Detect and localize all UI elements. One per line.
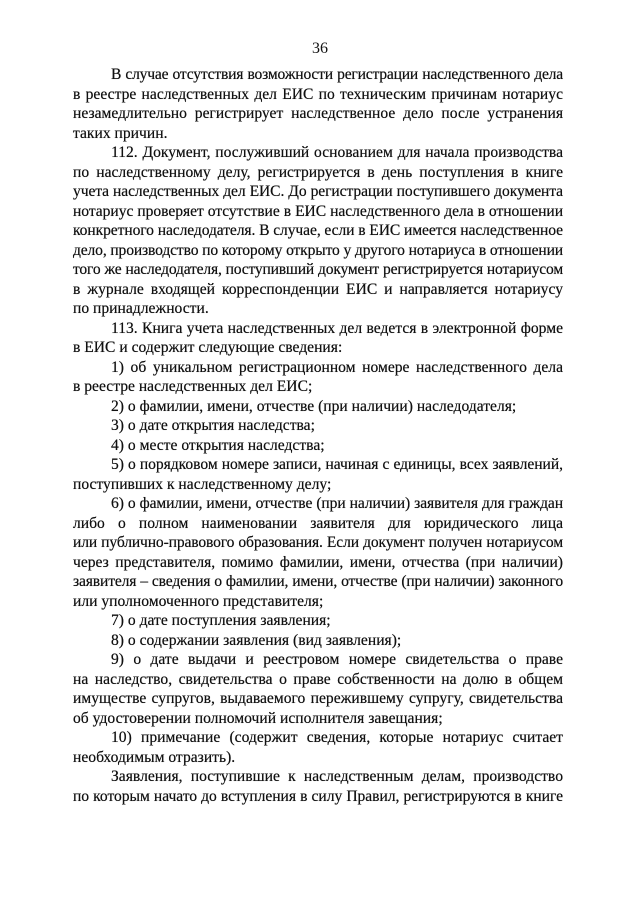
- text-line: того же наследодателя, поступивший документ регистрируется нотариусом: [73, 261, 563, 278]
- text-line: 1) об уникальном регистрационном номере наследственного дела: [111, 358, 563, 376]
- paragraph: [73, 494, 563, 611]
- paragraph: [73, 767, 563, 806]
- text-line: по наследственному делу, регистрируется в день поступления в книге: [73, 163, 563, 181]
- text-line: таких причин.: [73, 124, 168, 142]
- text-line: 9) о дате выдачи и реестровом номере свидетельства о праве: [111, 651, 563, 668]
- paragraph: [73, 631, 563, 651]
- paragraph: [73, 319, 563, 358]
- text-line: 2) о фамилии, имени, отчестве (при наличии) наследодателя;: [111, 397, 517, 415]
- text-line: 8) о содержании заявления (вид заявления);: [111, 631, 402, 649]
- paragraph: [73, 728, 563, 767]
- document-body: [73, 65, 563, 806]
- text-line: 113. Книга учета наследственных дел ведется в электронной форме: [111, 319, 563, 337]
- text-line: об удостоверении полномочий исполнителя завещания;: [73, 709, 443, 727]
- text-line: незамедлительно регистрирует наследственное дело после устранения: [73, 105, 563, 122]
- text-line: на наследство, свидетельства о праве собственности на долю в общем: [73, 670, 563, 688]
- paragraph: [73, 397, 563, 417]
- text-line: нотариус проверяет отсутствие в ЕИС наследственного дела в отношении: [73, 202, 563, 220]
- text-line: В случае отсутствия возможности регистрации наследственного дела: [111, 66, 563, 83]
- paragraph: [73, 416, 563, 436]
- paragraph: [73, 358, 563, 397]
- text-line: в ЕИС и содержит следующие сведения:: [73, 339, 343, 356]
- text-line: в журнале входящей корреспонденции ЕИС и направляется нотариусу: [73, 280, 563, 298]
- text-line: в реестре наследственных дел ЕИС по техническим причинам нотариус: [73, 85, 563, 103]
- paragraph: [73, 65, 563, 143]
- text-line: конкретного наследодателя. В случае, если в ЕИС имеется наследственное: [73, 222, 563, 239]
- text-line: 10) примечание (содержит сведения, которые нотариус считает: [111, 729, 563, 746]
- text-line: 6) о фамилии, имени, отчестве (при наличии) заявителя для граждан: [111, 495, 563, 512]
- text-line: 4) о месте открытия наследства;: [111, 436, 325, 454]
- text-line: или публично-правового образования. Если документ получен нотариусом: [73, 534, 563, 551]
- paragraph: [73, 611, 563, 631]
- text-line: необходимым отразить).: [73, 748, 236, 766]
- text-line: 5) о порядковом номере записи, начиная с единицы, всех заявлений,: [111, 456, 563, 473]
- text-line: имуществе супругов, выдаваемого пережившему супругу, свидетельства: [73, 690, 563, 707]
- text-line: 112. Документ, послуживший основанием для начала производства: [111, 144, 563, 161]
- text-line: поступивших к наследственному делу;: [73, 475, 332, 493]
- text-line: по принадлежности.: [73, 300, 209, 317]
- text-line: или уполномоченного представителя;: [73, 592, 324, 610]
- text-line: в реестре наследственных дел ЕИС;: [73, 378, 313, 395]
- text-line: заявителя – сведения о фамилии, имени, отчестве (при наличии) законного: [73, 573, 563, 590]
- text-line: дело, производство по которому открыто у другого нотариуса в отношении: [73, 241, 563, 259]
- text-line: либо о полном наименовании заявителя для юридического лица: [73, 514, 563, 532]
- text-line: 7) о дате поступления заявления;: [111, 612, 331, 629]
- text-line: учета наследственных дел ЕИС. До регистрации поступившего документа: [73, 183, 563, 200]
- text-line: по которым начато до вступления в силу Правил, регистрируются в книге: [73, 787, 563, 805]
- paragraph: [73, 436, 563, 456]
- text-line: через представителя, помимо фамилии, имени, отчества (при наличии): [73, 553, 563, 571]
- text-line: Заявления, поступившие к наследственным делам, производство: [111, 768, 563, 785]
- paragraph: [73, 143, 563, 319]
- paragraph: [73, 650, 563, 728]
- paragraph: [73, 455, 563, 494]
- page-number: 36: [312, 40, 328, 57]
- text-line: 3) о дате открытия наследства;: [111, 417, 315, 434]
